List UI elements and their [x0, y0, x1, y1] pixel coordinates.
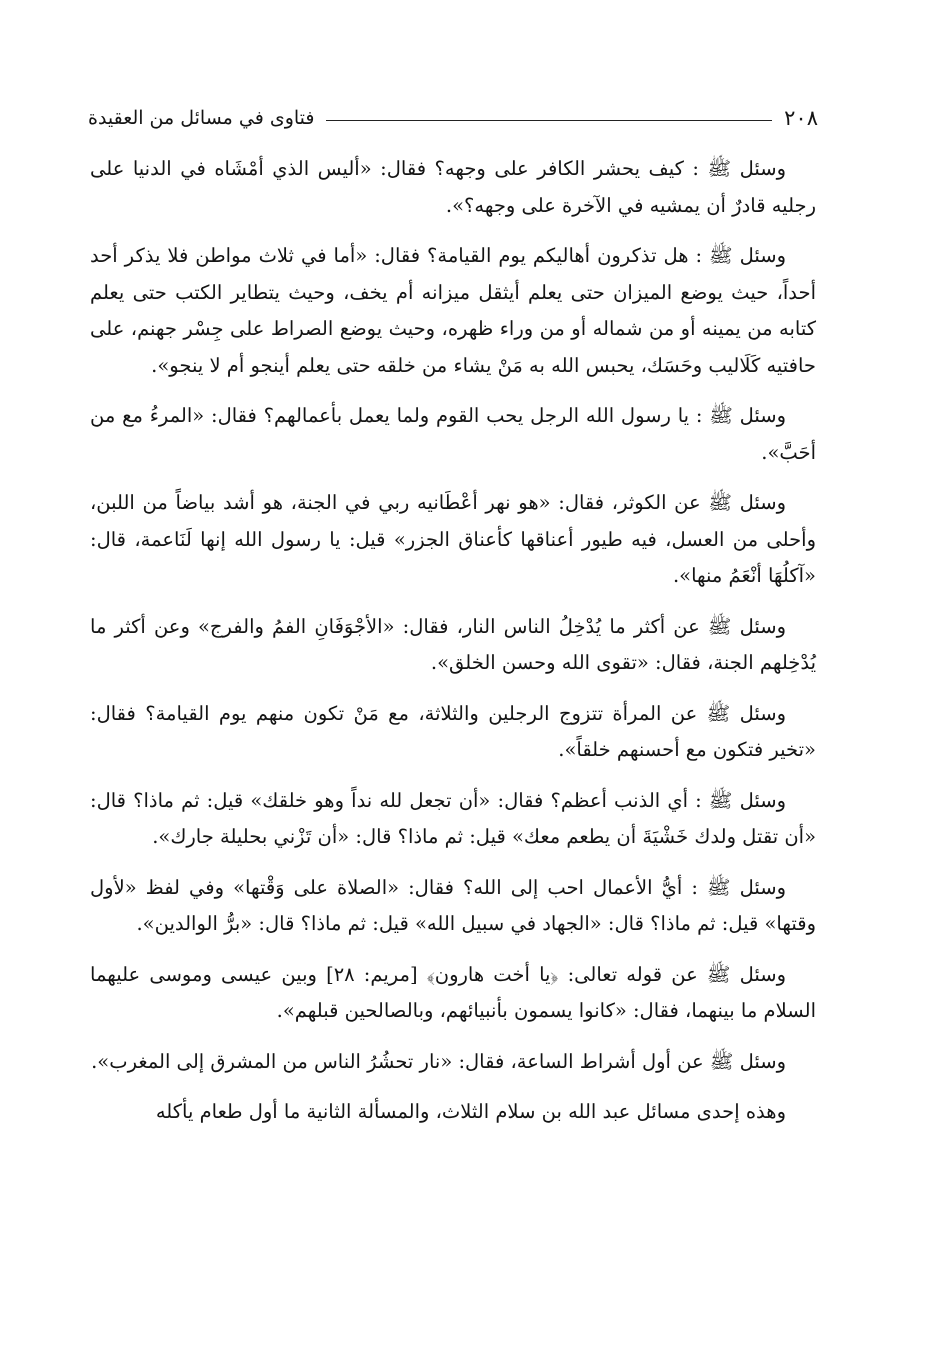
paragraph-3: وسئل ﷺ : يا رسول الله الرجل يحب القوم ولما يعمل بأعمالهم؟ فقال: «المرءُ مع من أحَبَّ». [90, 404, 816, 464]
running-header-title: فتاوى في مسائل من العقيدة [88, 107, 315, 129]
paragraph-9: وسئل ﷺ عن قوله تعالى: ﴿يا أخت هارون﴾ [مريم: ٢٨] وبين عيسى وموسى عليهما السلام ما بينهما، فقال: «كانوا يسمون بأنبيائهم، وبالصالحين قبلهم». [90, 962, 816, 1022]
paragraph-11: وهذه إحدى مسائل عبد الله بن سلام الثلاث، والمسألة الثانية ما أول طعام يأكله [155, 1100, 786, 1123]
paragraph-4: وسئل ﷺ عن الكوثر، فقال: «هو نهر أعْطَانيه ربي في الجنة، هو أشد بياضاً من اللبن، وأحلى من العسل، فيه طيور أعناقها كأعناق الجزر» قيل: يا رسول الله إنها لَنَاعمة، قال: «آكلُهَا أنْعَمُ منها». [90, 491, 816, 587]
running-header [88, 100, 818, 136]
paragraph-6: وسئل ﷺ عن المرأة تتزوج الرجلين والثلاثة، مع مَنْ تكون منهم يوم القيامة؟ فقال: «تخير فتكون مع أحسنهم خلقاً». [90, 701, 816, 761]
paragraph-5: وسئل ﷺ عن أكثر ما يُدْخِلُ الناس النار، فقال: «الأجْوَفَانِ الفمُ والفرج» وعن أكثر ما يُدْخِلهم الجنة، فقال: «تقوى الله وحسن الخلق». [90, 614, 816, 674]
paragraph-1: وسئل ﷺ : كيف يحشر الكافر على وجهه؟ فقال: «أليس الذي أمْشَاه في الدنيا على رجليه قادرٌ أن يمشيه في الآخرة على وجهه؟». [90, 157, 816, 217]
paragraph-7: وسئل ﷺ : أي الذنب أعظم؟ فقال: «أن تجعل لله نداً وهو خلقك» قيل: ثم ماذا؟ قال: «أن تقتل ولدك خَشْيَةَ أن يطعم معك» قيل: ثم ماذا؟ قال: «أن تَزْني بحليلة جارك». [90, 788, 816, 848]
paragraph-2: وسئل ﷺ : هل تذكرون أهاليكم يوم القيامة؟ فقال: «أما في ثلاث مواطن فلا يذكر أحد أحداً، حيث يوضع الميزان حتى يعلم أيثقل ميزانه أم يخف، وحيث يتطاير الكتب حتى يعلم كتابه من يمينه أو من شماله أو من وراء ظهره، وحيث يوضع الصراط على جِسْر جهنم، على حافتيه كَلَاليب وحَسَك، يحبس الله به مَنْ يشاء من خلقه حتى يعلم أينجو أم لا ينجو». [90, 244, 816, 377]
header-rule [326, 120, 772, 121]
body-text [90, 151, 816, 1145]
paragraph-8: وسئل ﷺ : أيُّ الأعمال احب إلى الله؟ فقال: «الصلاة على وَقْتها» وفي لفظ «لأول وقتها» قيل: ثم ماذا؟ قال: «الجهاد في سبيل الله» قيل: ثم ماذا؟ قال: «برُّ الوالدين». [90, 875, 816, 935]
page-number: ٢٠٨ [784, 106, 818, 130]
paragraph-10: وسئل ﷺ عن أول أشراط الساعة، فقال: «نار تحشُرُ الناس من المشرق إلى المغرب». [91, 1049, 786, 1073]
